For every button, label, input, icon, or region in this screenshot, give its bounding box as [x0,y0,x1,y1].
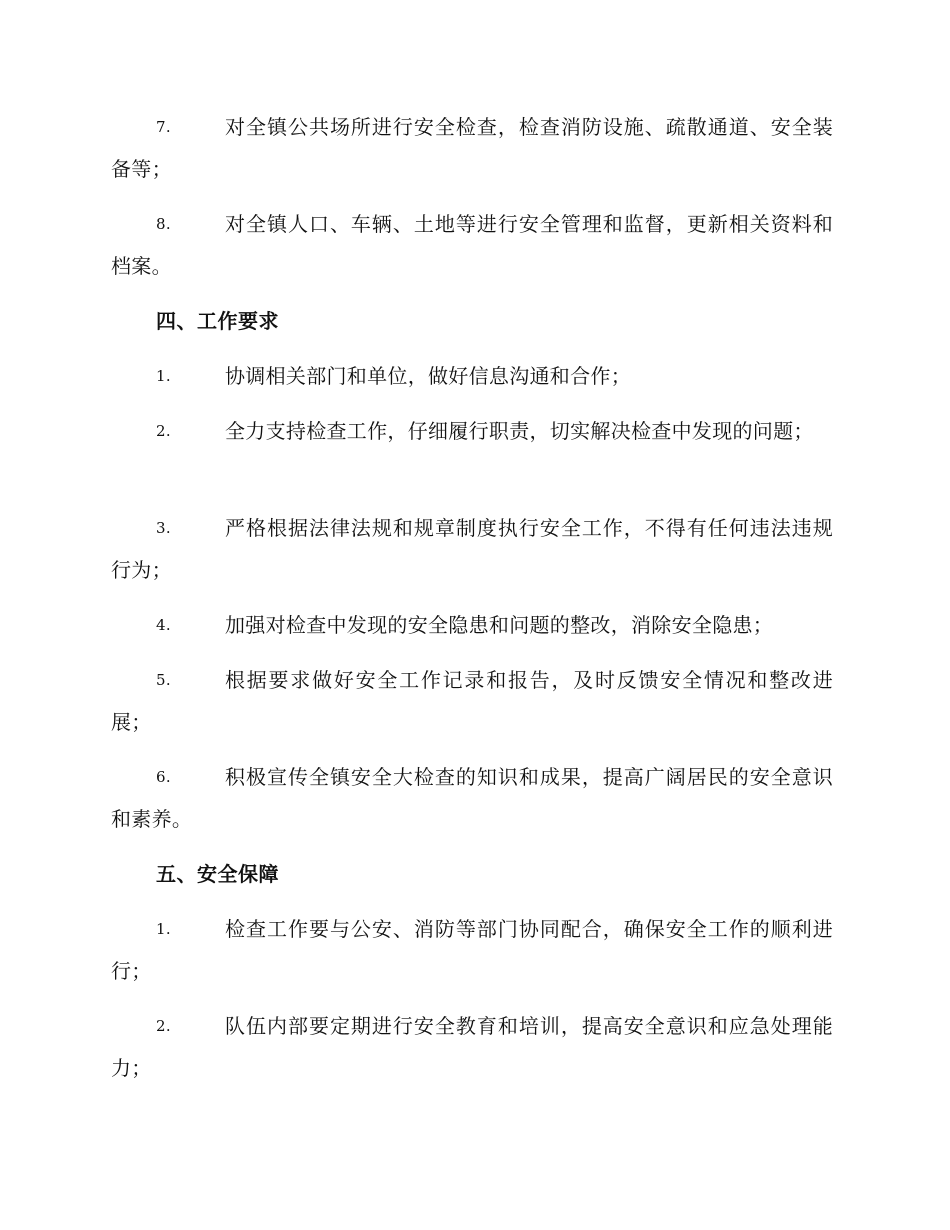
list-text: 对全镇人口、车辆、土地等进行安全管理和监督，更新相关资料和档案。 [111,212,833,278]
list-number: 2. [156,1017,171,1035]
list-item [111,410,833,452]
list-number: 1. [156,367,171,385]
list-item [111,659,833,743]
list-item [111,756,833,840]
list-text: 对全镇公共场所进行安全检查，检查消防设施、疏散通道、安全装备等； [111,115,833,181]
list-number: 8. [156,215,171,233]
list-text: 加强对检查中发现的安全隐患和问题的整改，消除安全隐患； [225,613,774,637]
list-number: 5. [156,671,171,689]
list-number: 3. [156,519,171,537]
list-item [111,604,833,646]
list-number: 6. [156,768,171,786]
list-text: 队伍内部要定期进行安全教育和培训，提高安全意识和应急处理能力； [111,1014,833,1080]
list-text: 积极宣传全镇安全大检查的知识和成果，提高广阔居民的安全意识和素养。 [111,765,833,831]
list-number: 2. [156,422,171,440]
list-item [111,355,833,397]
list-item [111,203,833,287]
list-item [111,507,833,591]
list-item [111,106,833,190]
list-text: 检查工作要与公安、消防等部门协同配合，确保安全工作的顺利进行； [111,917,833,983]
section-heading-requirements: 四、工作要求 [156,309,279,333]
list-number: 1. [156,920,171,938]
list-number: 4. [156,616,171,634]
list-text: 严格根据法律法规和规章制度执行安全工作，不得有任何违法违规行为； [111,516,833,582]
list-text: 全力支持检查工作，仔细履行职责，切实解决检查中发现的问题； [225,419,814,443]
list-number: 7. [156,118,171,136]
list-item [111,908,833,992]
list-item [111,1005,833,1089]
list-text: 根据要求做好安全工作记录和报告，及时反馈安全情况和整改进展； [111,668,833,734]
section-heading-guarantee: 五、安全保障 [156,862,279,886]
list-text: 协调相关部门和单位，做好信息沟通和合作； [225,364,631,388]
